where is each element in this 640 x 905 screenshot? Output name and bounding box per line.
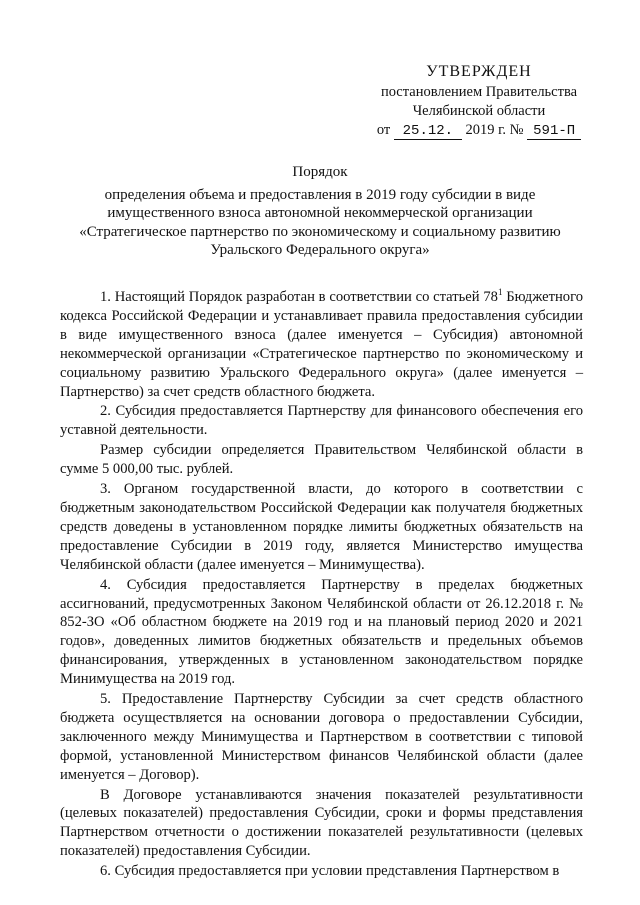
approval-date-line xyxy=(364,121,594,140)
title-main: Порядок xyxy=(292,164,348,180)
paragraph-4: 4. Субсидия предоставляется Партнерству в пределах бюджетных ассигнований, предусмотренных Законом Челябинской области от 26.12.2018 г. № 852-ЗО «Об областном бюджете на 2019 год и на плановый период 2020 и 2021 годов», доведенных лимитов бюджетных обязательств и предельных объемов финансирования, утвержденных в установленном законодательством порядке Минимущества на 2019 год. xyxy=(60,576,583,688)
document-title xyxy=(40,163,600,260)
paragraph-2-amount: Размер субсидии определяется Правительством Челябинской области в сумме 5 000,00 тыс. рублей. xyxy=(60,442,583,478)
approval-date: 25.12. xyxy=(394,124,462,140)
approval-stamp xyxy=(364,62,594,140)
paragraph-2: 2. Субсидия предоставляется Партнерству для финансового обеспечения его уставной деятельности. xyxy=(60,403,583,439)
document-body xyxy=(60,288,583,882)
title-line-4: Уральского Федерального округа» xyxy=(210,242,430,258)
paragraph-5: 5. Предоставление Партнерству Субсидии за счет средств областного бюджета осуществляется на основании договора о предоставлении Субсидии, заключенного между Минимущества и Партнерством в соответствии с типовой формой, установленной Министерством финансов Челябинской области (далее именуется – Договор). xyxy=(60,691,583,783)
title-line-2: имущественного взноса автономной некоммерческой организации xyxy=(107,205,533,221)
paragraph-1-superscript: 1 xyxy=(497,287,503,298)
approval-line-2: Челябинской области xyxy=(412,103,546,119)
paragraph-1-start: 1. Настоящий Порядок разработан в соответствии со статьей 78 xyxy=(100,289,498,305)
approval-line-1: постановлением Правительства xyxy=(380,84,578,100)
approval-year: 2019 г. № xyxy=(465,122,524,138)
title-line-3: «Стратегическое партнерство по экономическому и социальному развитию xyxy=(79,223,561,240)
paragraph-5-contract: В Договоре устанавливаются значения показателей результативности (целевых показателей) предоставления Субсидии, сроки и формы представления Партнерством отчетности о достижении показателей результативности (целевых показателей) предоставления Субсидии. xyxy=(60,786,583,860)
approval-number: 591-П xyxy=(527,124,581,140)
paragraph-1-rest: Бюджетного кодекса Российской Федерации и устанавливает правила предоставления субсидии в виде имущественного взноса (далее именуется – Субсидия) автономной некоммерческой организации «Стратегическое партнерство по экономическому и социальному развитию Уральского Федерального округа» (далее именуется – Партнерство) за счет средств областного бюджета. xyxy=(60,289,584,400)
paragraph-1 xyxy=(60,288,583,401)
approval-date-prefix: от xyxy=(376,122,391,138)
approval-heading: УТВЕРЖДЕН xyxy=(426,63,532,80)
paragraph-3: 3. Органом государственной власти, до которого в соответствии с бюджетным законодательством Российской Федерации как получателя бюджетных средств доведены в установленном порядке лимиты бюджетных обязательств на предоставление Субсидии в 2019 году, является Министерство имущества Челябинской области (далее именуется – Минимущества). xyxy=(60,481,583,573)
paragraph-6: 6. Субсидия предоставляется при условии представления Партнерством в xyxy=(100,863,560,880)
title-line-1: определения объема и предоставления в 2019 году субсидии в виде xyxy=(104,186,536,203)
